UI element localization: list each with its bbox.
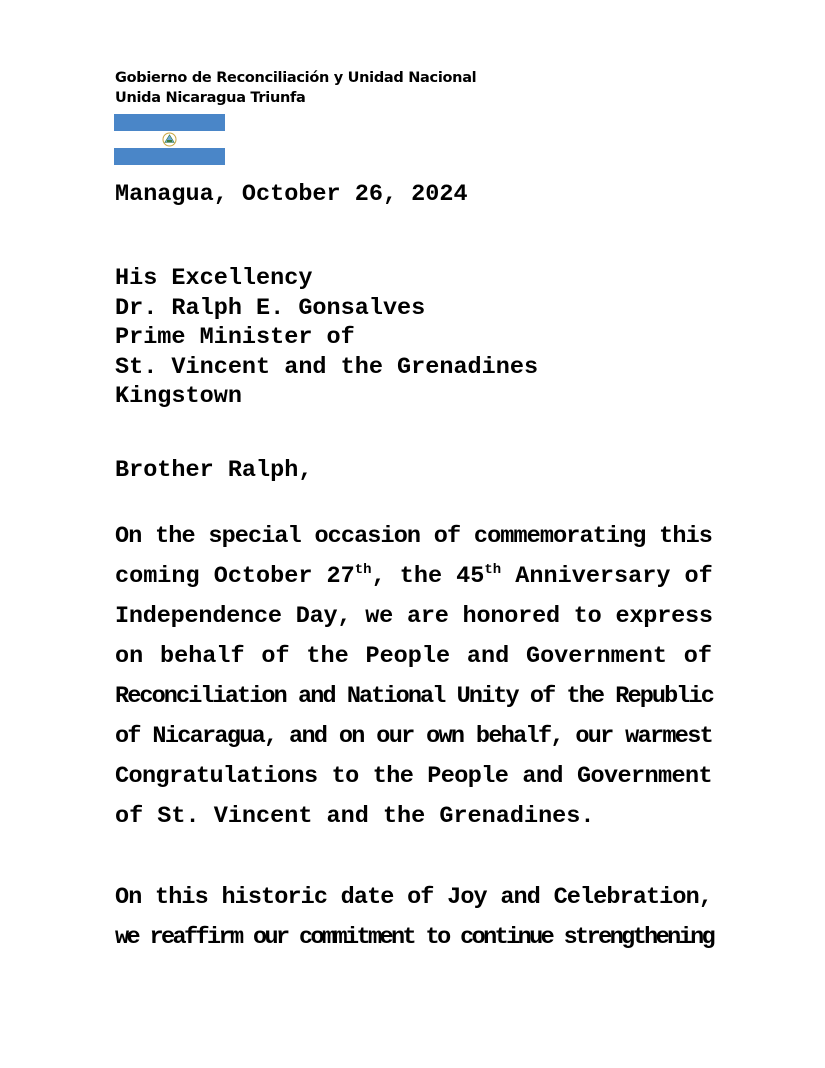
address-line-city: Kingstown: [115, 383, 242, 411]
nicaragua-flag-icon: [114, 114, 225, 165]
letter-date: Managua, October 26, 2024: [115, 181, 468, 208]
paragraph-line: Congratulations to the People and Government: [115, 763, 712, 790]
flag-bottom-band: [114, 148, 225, 165]
recipient-address: [115, 264, 538, 412]
coat-of-arms-icon: [161, 132, 178, 147]
address-line-name: Dr. Ralph E. Gonsalves: [115, 294, 426, 322]
paragraph-line: of Nicaragua, and on our own behalf, our warmest: [115, 723, 712, 750]
paragraph-line: Independence Day, we are honored to express: [115, 603, 713, 630]
paragraph-line: Reconciliation and National Unity of the Republic: [115, 683, 713, 710]
paragraph-line: coming October 27th, the 45th Anniversary of: [115, 562, 713, 590]
letterhead-slogan: Unida Nicaragua Triunfa: [115, 90, 306, 106]
letterhead-government-name: Gobierno de Reconciliación y Unidad Nacional: [115, 70, 477, 86]
salutation: Brother Ralph,: [115, 457, 313, 484]
paragraph-line: on behalf of the People and Government of: [115, 643, 712, 670]
address-line-country: St. Vincent and the Grenadines: [115, 353, 539, 381]
letterhead: [115, 68, 476, 108]
paragraph-line: we reaffirm our commitment to continue strengthening: [115, 924, 714, 951]
address-line-position: Prime Minister of: [115, 324, 355, 352]
address-line-title: His Excellency: [115, 265, 313, 292]
paragraph-congratulations: [115, 517, 712, 837]
paragraph-line: On the special occasion of commemorating this: [115, 523, 712, 550]
paragraph-line: On this historic date of Joy and Celebration,: [115, 884, 712, 911]
flag-top-band: [114, 114, 225, 131]
paragraph-line: of St. Vincent and the Grenadines.: [115, 803, 595, 830]
paragraph-commitment: [115, 878, 712, 958]
